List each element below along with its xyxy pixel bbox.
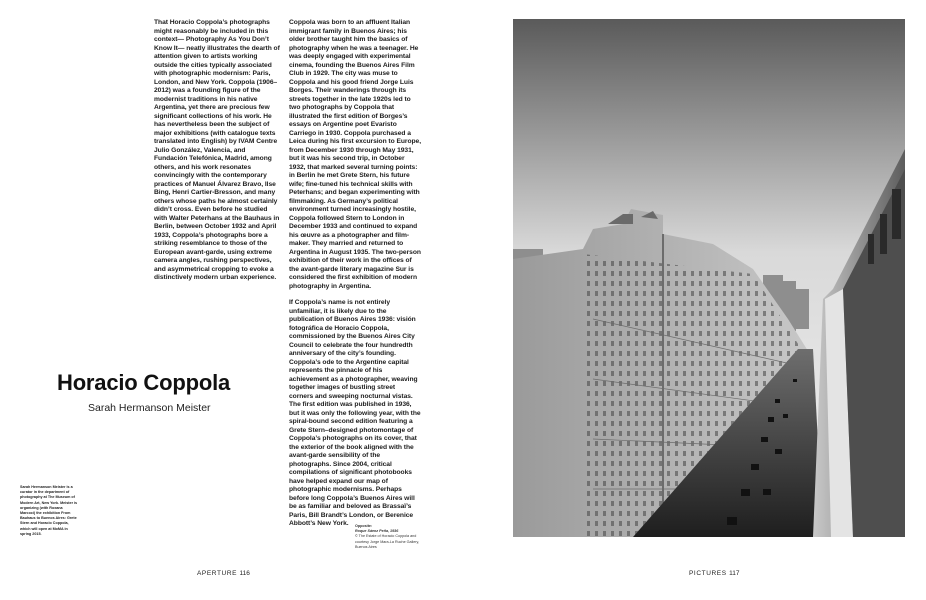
caption-title: Roque Sáenz Peña, 1936 bbox=[355, 529, 399, 534]
article-column-1 bbox=[154, 19, 280, 281]
folio-right-number: 117 bbox=[729, 570, 740, 577]
folio-right-label: PICTURES bbox=[689, 570, 727, 577]
folio-left-label: APERTURE bbox=[197, 570, 238, 577]
street-photo-illustration bbox=[513, 19, 905, 537]
photo-caption bbox=[355, 524, 425, 550]
article-title: Horacio Coppola bbox=[57, 370, 231, 395]
column-2-paragraph-2: If Coppola’s name is not entirely unfamiliar, it is likely due to the publication of Buenos Aires 1936: visión fotográfica de Horacio Coppola, commissioned by the Buenos Aires City Council to celebrate the four hundredth anniversary of the city’s founding. Coppola’s ode to the Argentine capital represents the pinnacle of his achievement as a photographer, weaving together images of bustling street corners and sweeping nocturnal vistas. The first edition was published in 1936, but it was only the following year, with the spiral-bound second edition featuring a Grete Stern–designed photomontage of Coppola’s photographs on its cover, that the exterior of the book aligned with the avant-garde sensibility of the photographs. Since 2004, critical compilations of significant photobooks have helped expand our map of photographic modernisms. Perhaps before long Coppola’s Buenos Aires will be as familiar and beloved as Brassaï’s Paris, Bill Brandt’s London, or Berenice Abbott’s New York. bbox=[289, 299, 421, 527]
photograph-roque-saenz-pena bbox=[513, 19, 905, 537]
folio-right bbox=[689, 570, 739, 578]
article-author: Sarah Hermanson Meister bbox=[88, 402, 211, 414]
caption-label: Opposite: bbox=[355, 524, 373, 528]
author-bio: Sarah Hermanson Meister is a curator in the department of photography at The Museum of Modern Art, New York. Meister is organizing (with Roxana Marcoci) the exhibition From Bauhaus to Buenos Aires: Grete Stern and Horacio Coppola, which will open at MoMA in spring 2015. bbox=[20, 485, 78, 536]
folio-left-number: 116 bbox=[239, 570, 250, 577]
caption-credit: © The Estate of Horacio Coppola and courtesy Jorge Mara-La Ruche Gallery, Buenos Aires bbox=[355, 534, 420, 549]
folio-left bbox=[197, 570, 250, 578]
column-1-paragraph: That Horacio Coppola’s photographs might reasonably be included in this context— Photography As You Don’t Know It— neatly illustrates the dearth of attention given to artists working outside the cities typically associated with photographic modernism: Paris, London, and New York. Coppola (1906–2012) was a founding figure of the modernist traditions in his native Argentina, yet there are precious few significant collections of his work. He has nevertheless been the subject of major exhibitions (with catalogue texts translated into English) by IVAM Centre Julio González, Valencia, and Fundación Telefónica, Madrid, among others, and his work resonates convincingly with the contemporary practices of Manuel Álvarez Bravo, Ilse Bing, Henri Cartier-Bresson, and many others whose paths he almost certainly didn’t cross. Even before he studied with Walter Peterhans at the Bauhaus in Berlin, between October 1932 and April 1933, Coppola’s photographs bore a striking resemblance to those of the European avant-garde, using extreme camera angles, rushing perspectives, and asymmetrical cropping to evoke a distinctively modern urban experience. bbox=[154, 19, 280, 281]
column-2-paragraph-1: Coppola was born to an affluent Italian immigrant family in Buenos Aires; his older brother taught him the basics of photography when he was a teenager. He was deeply engaged with experimental cinema, founding the Buenos Aires Film Club in 1929. The city was muse to Coppola and his good friend Jorge Luis Borges. Their wanderings through its streets together in the late 1920s led to two photographs by Coppola that illustrated the first edition of Borges’s essays on Argentine poet Evaristo Carriego in 1930. Coppola purchased a Leica during his first excursion to Europe, from December 1930 through May 1931, but it was his second trip, in October 1932, that marked several turning points: in Berlin he met Grete Stern, his future wife; fine-tuned his technical skills with Peterhans; and began experimenting with filmmaking. As Germany’s political environment turned increasingly hostile, Coppola followed Stern to London in December 1933 and continued to expand his œuvre as a photographer and film-maker. They married and returned to Argentina in August 1935. The two-person exhibition of their work in the offices of the avant-garde literary magazine Sur is considered the first exhibition of modern photography in Argentina. bbox=[289, 19, 421, 290]
